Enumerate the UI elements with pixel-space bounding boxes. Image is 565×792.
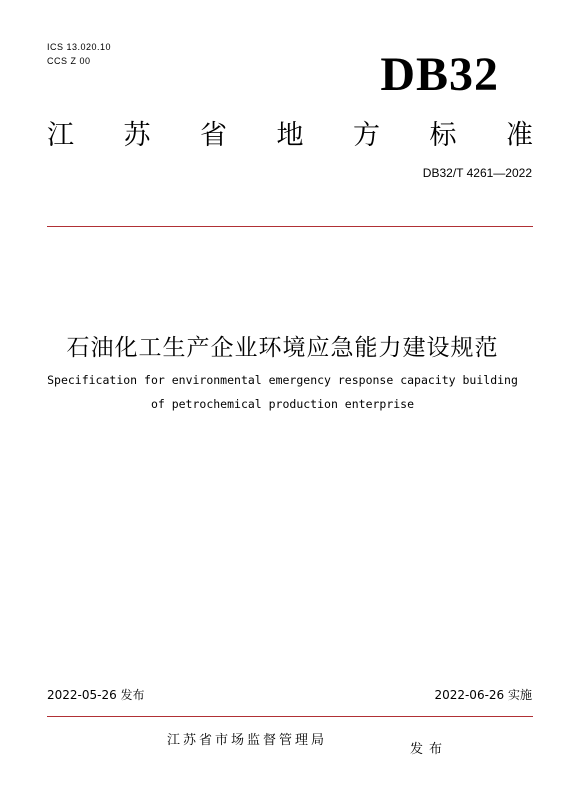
ics-code: ICS 13.020.10 xyxy=(47,42,112,52)
ccs-code: CCS Z 00 xyxy=(47,56,91,66)
heading-char: 方 xyxy=(353,120,380,151)
publish-label: 发布 xyxy=(410,742,449,757)
bottom-divider xyxy=(47,716,533,717)
title-chinese: 石油化工生产企业环境应急能力建设规范 xyxy=(66,335,499,361)
issuing-authority: 江苏省市场监督管理局 xyxy=(167,733,328,748)
standard-logo: DB32 xyxy=(380,48,499,101)
heading-char: 江 xyxy=(47,120,74,151)
heading-char: 标 xyxy=(429,120,457,151)
issue-date: 2022-05-26 发布 xyxy=(47,688,145,702)
implementation-date: 2022-06-26 实施 xyxy=(434,688,532,702)
heading-char: 苏 xyxy=(123,120,151,151)
classification-codes xyxy=(47,40,111,68)
standard-category-heading xyxy=(47,118,533,154)
standard-number: DB32/T 4261—2022 xyxy=(422,166,532,180)
title-english-line1: Specification for environmental emergency response capacity building xyxy=(47,373,518,387)
heading-char: 省 xyxy=(200,120,227,151)
title-english-line2: of petrochemical production enterprise xyxy=(150,397,415,411)
heading-char: 地 xyxy=(276,120,304,151)
top-divider xyxy=(47,226,533,227)
heading-char: 准 xyxy=(506,120,533,151)
